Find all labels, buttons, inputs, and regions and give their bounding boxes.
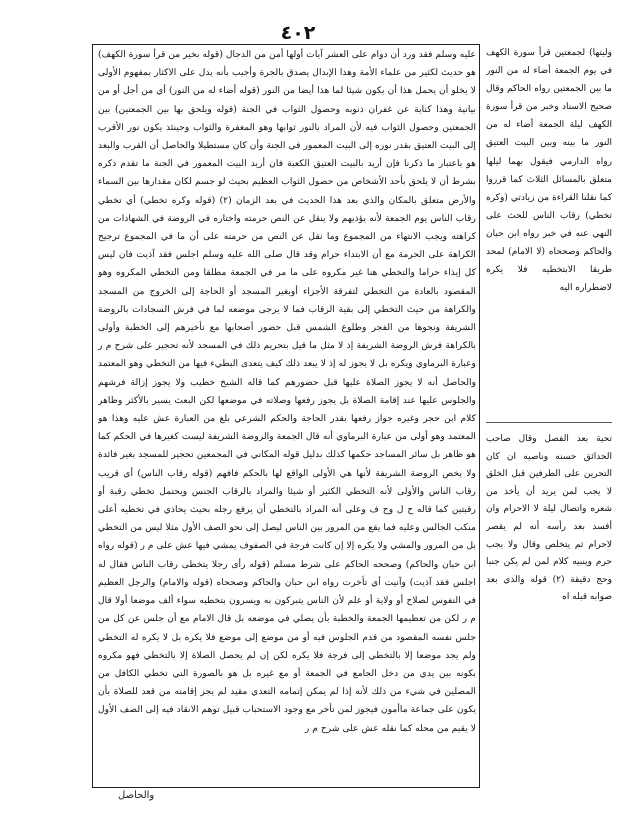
side-text-column [486,44,612,661]
catchword: والحاصل [118,790,155,801]
side-footnote-paragraph: تحية بعد الفصل وقال صاحب الحدائق حسنه وناصيه ان كان التحرين على الطرفين قبل الخلق لا يجب لمن يريد أن يأخذ من شعره واتصال ليلة لا الاحرام وان أفسد بعد رأسه أنه لم يقصر لاحرام ثم يتخلص وقال ولا يجب حرم وينبيه كلام لمن لم يكن جنبا وحج دقيقة (٢) قوله والذي بعد صوابه قبله اه [486,434,612,603]
side-main-paragraph: وليتها) لجمعتين قرأ سورة الكهف في يوم الجمعة أضاء له من النور ما بين الجمعتين رواه الحاكم وقال صحيح الاسناد وخبر من قرأ سورة الكهف ليلة الجمعة أضاء له من النور ما بينه وبين البيت العتيق رواه الدارمي فيقول بهما ليلها متعلق بالمسائل الثلاث كما قرروا كما نقلنا القراءة من زيادتي (وكره تخطي) رقاب الناس للحث على النهي عنه في خبر رواه ابن حبان والحاكم وصححاه (لا الامام) لمحد طريقا الابتخطيه فلا يكره لاضطراره اليه [486,48,612,294]
side-main-text [486,44,612,423]
main-commentary-column [98,46,476,786]
side-footnote-text [486,431,612,661]
page-number: ٤٠٢ [280,22,316,44]
main-commentary-paragraph: عليه وسلم فقد ورد أن دوام على العشر آيات أولها أمن من الدجال (قوله بخير من قرأ سورة الكهف) هو حديث لكثير من علماء الأمة وهذا الإبدال يصدق بالجرة وأجيب بأنه يدل على الاكثار بمفهوم الأولى لا يخلو أن يحمل هذا أن يكون شيئا لما هذا أيضا من النور (قوله أضاء له من النور) أي من أجل أو من بيانية وهذا كناية عن غفران ذنوبه وحصول الثواب في الجنة (قوله ويلحق بها بين الجمعتين) بين الجمعتين وحصول الثواب فيه لأن المراد بالنور ثوابها وهو المغفرة والثواب وحينئذ يكون نور الأقرب إلى البيت العتيق بقدر نوره إلى البيت المعمور في الجنة وأن كان مستطيلا والحاصل أن القرب والبعد هو باعتبار ما ذكرنا فإن أريد بالبيت العتيق الكعبة فان أريد البيت المعمور في الجنة ما تقدم ذكره بشرط أن لا يلحق بأحد الأشخاص من حصول الثواب العظيم بحيث لو جسم لكان مقدارها بين السماء والأرض متعلق بالمكان والذي بعد هذا الحديث في بعد الزمان (٢) (قوله وكره تخطي) أي تخطي رقاب الناس يوم الجمعة لأنه يؤذيهم ولا ينقل عن النص حرمته واختاره في الروضة في الشهادات من كراهته ويجب الانتهاء من المجموع وما نقل عن النص من حرمته على أن ما في المجموع ترجيح الكراهة على الحرمة مع أن الابتداء حرام وقد قال صلى الله عليه وسلم اجلس فقد آذيت فان ليس كل إيذاء حراما والتخطي هنا غير مكروه على ما مر في الجمعة مطلقا ومن التخطي المكروه وهو المقصود بالعادة من التخطي لتفرقة الأجزاء أوبغير المسجد أو الحاجة إلى الخروج من المسجد والكراهة من حيث التخطي إلى بقية الرقاب فما لا يرجى موضعه لما في فرش السجادات بالروضة الشريفة ونحوها من الفجر وطلوع الشمس قبل حضور أصحابها مع تأخيرهم إلى الخطبة وأولى بالكراهة فرش الروضة الشريفة إذ لا مثل ما قيل بتحريم ذلك في المسجد لأنه تحجير على شرح م ر وعبارة البرماوي ويكره بل لا يجوز له إذ لا يبعد ذلك كيف يتعدى البطيء فيها من التخطي وهو المعتمد والحاصل أنه لا يجوز الصلاة عليها قبل حضورهم كما قاله الشيخ خطيب ولا يجوز إزالة فرشهم والجلوس عليها عند إقامة الصلاة بل يجوز رفعها وصلاته في موضعها لكن البعث يسير بالأكثر وظاهر كلام ابن حجر وغيره جواز رفعها بقدر الحاجة والحكم الشرعي بلغ من العبارة عش عليه وهذا هو المعتمد وهو أولى من عبارة البرماوي أنه قال الجمعة والروضة الشريفة ليست كغيرها في الحكم كما هو ظاهر بل سائر المساجد حكمها كذلك بدليل قوله المكاني في المجمعين تحجير للمسجد بغير فائدة ولا يخص الروضة الشريفة لأنها هي الأولى الواقع لها بالحكم فافهم (قوله رقاب الناس) أي قريب رقاب الناس والأولى لأنه التخطي الكثير أو شيئا والمراد بالرقاب الجنس ويحتمل تخطي رقبة أو رقبتين كما قاله ح ل وح ف وعلى أنه المراد بالتخطي أن يرفع رجله بحيث يحاذي في تخطيه أعلى منكب الجالس وعليه فما يقع من المرور بين الناس ليصل إلى نحو الصف الأول مثلا ليس من التخطي بل من المرور والمشي ولا يكره إلا إن كانت فرجة في الصفوف يمشي فيها عش على م ر (قوله رواه ابن حبان والحاكم) وصححه الحاكم على شرط مسلم (قوله رأى رجلا يتخطى رقاب الناس فقال له اجلس فقد آذيت) وآنيت أي تأخرت رواه ابن حبان والحاكم وصححاه (قوله والامام) والرجل العظيم في النفوس لصلاح أو ولاية أو علم لأن الناس يتبركون به ويسرون بتخطيه سواء ألف موضعا أولا قال م ر لكن من تعظيمها الجمعة والخطبة بأن يصلي في موضعه بل قال الامام مع أن جلس عن كل من جلس نفسه المقصود من قدم الجلوس فيه أو من موضع إلى موضع فلا يكره بل لا يكره له التخطي ولم يجد موضعا إلا بالتخطي إلى فرجة فلا يكره لكن إن لم يحصل الصلاة إلا بالتخطي فهو مكروه بكونه بين يدي من دخل الجامع في الجمعة أو مع غيره بل هو بالصورة التي تخطي الكافل من المصلين في شيء من ذلك لأنه إذا لم يمكن إتمامه التعدي مقيد لم يجز إقامته من قعد للصلاة بأن يكون على جماعة ماأمون فيجوز لمن تأخر مع وجود الاستحباب قبيل توهم الانقاد فيه إلى الصف الأول لا يقيم من محله كما نقله عش على شرح م ر [98,49,476,734]
